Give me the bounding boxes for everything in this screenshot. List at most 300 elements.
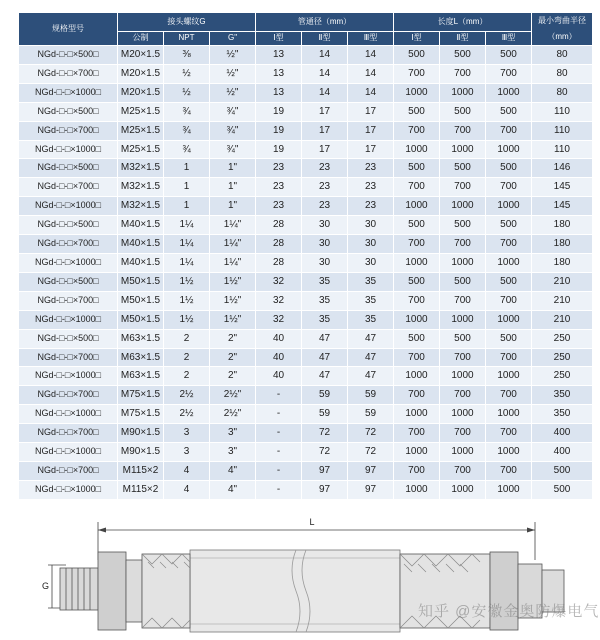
table-cell: M63×1.5 — [118, 329, 164, 348]
table-cell: M63×1.5 — [118, 348, 164, 367]
table-cell: 2 — [164, 348, 210, 367]
table-cell: 700 — [440, 461, 486, 480]
table-cell: 1½ — [164, 272, 210, 291]
table-cell: 1000 — [486, 405, 532, 424]
table-cell: 250 — [532, 367, 593, 386]
table-cell: 700 — [440, 348, 486, 367]
table-cell: 1000 — [440, 367, 486, 386]
header-model: 规格型号 — [19, 13, 118, 46]
table-row — [19, 102, 593, 121]
table-cell: 700 — [394, 178, 440, 197]
table-cell: 28 — [256, 253, 302, 272]
table-cell: 500 — [394, 102, 440, 121]
table-cell: 700 — [486, 64, 532, 83]
table-cell: M20×1.5 — [118, 46, 164, 65]
table-cell: 700 — [394, 424, 440, 443]
table-cell: 1¼" — [210, 216, 256, 235]
table-row — [19, 46, 593, 65]
table-cell: 13 — [256, 83, 302, 102]
length-arrow-right — [527, 528, 535, 533]
table-cell: 47 — [302, 348, 348, 367]
table-cell: 30 — [348, 253, 394, 272]
table-cell: 1 — [164, 197, 210, 216]
subheader-cell: G" — [210, 31, 256, 45]
table-cell: 1 — [164, 178, 210, 197]
table-cell: 500 — [486, 216, 532, 235]
table-cell: M25×1.5 — [118, 102, 164, 121]
table-cell: M50×1.5 — [118, 310, 164, 329]
table-row — [19, 235, 593, 254]
table-cell: 500 — [532, 480, 593, 499]
table-cell: ¾ — [164, 140, 210, 159]
table-cell: 2 — [164, 329, 210, 348]
table-cell: M90×1.5 — [118, 424, 164, 443]
model-cell: NGd-□-□×700□ — [19, 121, 118, 140]
header-thread-group: 接头螺纹G — [118, 13, 256, 32]
table-row — [19, 197, 593, 216]
table-cell: 1000 — [394, 197, 440, 216]
table-cell: 1000 — [440, 197, 486, 216]
table-cell: ¾ — [164, 121, 210, 140]
subheader-cell: Ⅱ型 — [440, 31, 486, 45]
table-cell: 2½ — [164, 405, 210, 424]
table-cell: 14 — [302, 83, 348, 102]
table-cell: 1000 — [486, 83, 532, 102]
table-cell: 1000 — [486, 253, 532, 272]
table-cell: 2" — [210, 348, 256, 367]
model-cell: NGd-□-□×1000□ — [19, 367, 118, 386]
table-cell: 17 — [302, 140, 348, 159]
table-cell: - — [256, 386, 302, 405]
table-cell: 700 — [486, 291, 532, 310]
table-cell: 35 — [348, 291, 394, 310]
table-cell: ½" — [210, 83, 256, 102]
table-cell: - — [256, 424, 302, 443]
table-cell: 500 — [394, 216, 440, 235]
table-cell: 1000 — [486, 197, 532, 216]
subheader-cell: Ⅰ型 — [394, 31, 440, 45]
model-cell: NGd-□-□×700□ — [19, 348, 118, 367]
table-cell: 1½ — [164, 291, 210, 310]
table-cell: 47 — [348, 329, 394, 348]
table-cell: 3 — [164, 424, 210, 443]
table-cell: 80 — [532, 46, 593, 65]
length-arrow-left — [98, 528, 106, 533]
table-cell: 35 — [348, 272, 394, 291]
table-cell: 97 — [302, 461, 348, 480]
table-cell: 1½ — [164, 310, 210, 329]
table-cell: M32×1.5 — [118, 197, 164, 216]
table-cell: 17 — [302, 121, 348, 140]
table-cell: M40×1.5 — [118, 235, 164, 254]
table-row — [19, 253, 593, 272]
watermark: 知乎 @安徽金奥防爆电气 — [418, 603, 600, 620]
table-cell: 4 — [164, 480, 210, 499]
table-cell: 1½" — [210, 272, 256, 291]
table-cell: 1000 — [394, 405, 440, 424]
table-cell: 1000 — [486, 140, 532, 159]
table-cell: 23 — [348, 178, 394, 197]
model-cell: NGd-□-□×1000□ — [19, 253, 118, 272]
header-length-group: 长度L（mm） — [394, 13, 532, 32]
table-cell: 500 — [394, 159, 440, 178]
table-row — [19, 443, 593, 462]
table-cell: 1000 — [394, 83, 440, 102]
table-cell: 1000 — [440, 443, 486, 462]
table-cell: 500 — [440, 46, 486, 65]
table-cell: 1" — [210, 197, 256, 216]
table-cell: M40×1.5 — [118, 253, 164, 272]
table-cell: 4" — [210, 480, 256, 499]
table-cell: 17 — [348, 121, 394, 140]
table-cell: 14 — [348, 46, 394, 65]
table-cell: M115×2 — [118, 480, 164, 499]
table-cell: 700 — [486, 178, 532, 197]
table-cell: 3" — [210, 443, 256, 462]
model-cell: NGd-□-□×1000□ — [19, 140, 118, 159]
table-cell: 97 — [348, 480, 394, 499]
table-cell: 250 — [532, 329, 593, 348]
table-cell: 2½ — [164, 386, 210, 405]
table-cell: 1000 — [486, 310, 532, 329]
table-cell: 1000 — [394, 253, 440, 272]
table-cell: ½" — [210, 46, 256, 65]
table-row — [19, 386, 593, 405]
table-row — [19, 121, 593, 140]
table-cell: 700 — [394, 291, 440, 310]
table-cell: 500 — [440, 102, 486, 121]
table-cell: M32×1.5 — [118, 159, 164, 178]
table-row — [19, 348, 593, 367]
table-cell: 1000 — [486, 443, 532, 462]
table-cell: 13 — [256, 46, 302, 65]
spec-table — [18, 12, 593, 500]
table-cell: 1¼ — [164, 253, 210, 272]
table-row — [19, 310, 593, 329]
table-cell: 59 — [302, 386, 348, 405]
table-cell: 40 — [256, 348, 302, 367]
table-cell: 350 — [532, 405, 593, 424]
table-cell: - — [256, 405, 302, 424]
table-row — [19, 461, 593, 480]
model-cell: NGd-□-□×700□ — [19, 461, 118, 480]
table-cell: 59 — [302, 405, 348, 424]
table-cell: ½" — [210, 64, 256, 83]
table-cell: 19 — [256, 140, 302, 159]
table-cell: ⅜ — [164, 46, 210, 65]
model-cell: NGd-□-□×700□ — [19, 235, 118, 254]
table-row — [19, 178, 593, 197]
table-cell: 500 — [440, 159, 486, 178]
table-cell: 23 — [256, 178, 302, 197]
table-cell: 210 — [532, 291, 593, 310]
table-cell: 23 — [302, 197, 348, 216]
table-cell: 700 — [440, 235, 486, 254]
hose-body — [190, 550, 400, 632]
table-cell: 47 — [348, 348, 394, 367]
table-cell: M90×1.5 — [118, 443, 164, 462]
table-cell: ¾" — [210, 102, 256, 121]
table-cell: 28 — [256, 216, 302, 235]
table-cell: 13 — [256, 64, 302, 83]
table-cell: 72 — [302, 443, 348, 462]
table-cell: M25×1.5 — [118, 140, 164, 159]
table-cell: 700 — [440, 291, 486, 310]
table-cell: 1 — [164, 159, 210, 178]
table-cell: 145 — [532, 178, 593, 197]
table-cell: 1" — [210, 159, 256, 178]
table-cell: 1½" — [210, 291, 256, 310]
table-cell: 1000 — [394, 310, 440, 329]
table-cell: 145 — [532, 197, 593, 216]
table-cell: 700 — [440, 121, 486, 140]
table-cell: 14 — [302, 64, 348, 83]
table-row — [19, 216, 593, 235]
left-fitting — [60, 552, 190, 630]
table-cell: M75×1.5 — [118, 405, 164, 424]
table-cell: 35 — [302, 272, 348, 291]
table-cell: 1½" — [210, 310, 256, 329]
table-cell: 1¼" — [210, 253, 256, 272]
table-cell: 1000 — [440, 480, 486, 499]
table-cell: 500 — [440, 272, 486, 291]
table-cell: 30 — [302, 216, 348, 235]
table-cell: 80 — [532, 83, 593, 102]
table-cell: 72 — [302, 424, 348, 443]
table-cell: 700 — [486, 121, 532, 140]
table-cell: M50×1.5 — [118, 291, 164, 310]
table-cell: 500 — [486, 46, 532, 65]
model-cell: NGd-□-□×1000□ — [19, 480, 118, 499]
table-cell: 1¼ — [164, 235, 210, 254]
table-cell: 23 — [256, 197, 302, 216]
table-cell: 59 — [348, 405, 394, 424]
table-cell: 1000 — [486, 480, 532, 499]
table-cell: 23 — [302, 159, 348, 178]
table-cell: ¾" — [210, 140, 256, 159]
table-cell: ¾" — [210, 121, 256, 140]
table-cell: 110 — [532, 102, 593, 121]
table-cell: 80 — [532, 64, 593, 83]
table-cell: 28 — [256, 235, 302, 254]
thread-label: G — [42, 581, 50, 591]
table-cell: 17 — [348, 102, 394, 121]
header-diameter-group: 管通径（mm） — [256, 13, 394, 32]
model-cell: NGd-□-□×500□ — [19, 46, 118, 65]
table-cell: 1000 — [394, 367, 440, 386]
table-cell: 1000 — [394, 443, 440, 462]
subheader-cell: Ⅰ型 — [256, 31, 302, 45]
table-cell: 180 — [532, 253, 593, 272]
table-cell: 23 — [256, 159, 302, 178]
table-cell: 17 — [348, 140, 394, 159]
table-cell: 32 — [256, 310, 302, 329]
table-cell: M20×1.5 — [118, 83, 164, 102]
model-cell: NGd-□-□×700□ — [19, 64, 118, 83]
table-cell: 700 — [440, 386, 486, 405]
table-cell: 146 — [532, 159, 593, 178]
table-cell: 500 — [486, 159, 532, 178]
table-cell: 1000 — [440, 83, 486, 102]
table-body — [19, 46, 593, 500]
table-cell: 2" — [210, 367, 256, 386]
model-cell: NGd-□-□×700□ — [19, 424, 118, 443]
table-cell: 47 — [302, 329, 348, 348]
table-cell: 30 — [348, 235, 394, 254]
table-cell: 97 — [348, 461, 394, 480]
table-cell: M20×1.5 — [118, 64, 164, 83]
table-cell: - — [256, 480, 302, 499]
table-cell: 110 — [532, 121, 593, 140]
table-cell: 14 — [302, 46, 348, 65]
model-cell: NGd-□-□×1000□ — [19, 443, 118, 462]
table-cell: 2" — [210, 329, 256, 348]
table-cell: 40 — [256, 329, 302, 348]
table-row — [19, 291, 593, 310]
model-cell: NGd-□-□×500□ — [19, 329, 118, 348]
table-cell: 72 — [348, 443, 394, 462]
table-row — [19, 367, 593, 386]
table-cell: M63×1.5 — [118, 367, 164, 386]
table-cell: 1000 — [440, 140, 486, 159]
table-cell: M50×1.5 — [118, 272, 164, 291]
table-cell: 23 — [348, 159, 394, 178]
length-label: L — [309, 517, 315, 527]
table-cell: 1000 — [440, 405, 486, 424]
table-cell: ½ — [164, 64, 210, 83]
table-cell: 4 — [164, 461, 210, 480]
model-cell: NGd-□-□×1000□ — [19, 83, 118, 102]
subheader-cell: Ⅲ型 — [348, 31, 394, 45]
table-cell: 500 — [532, 461, 593, 480]
table-cell: 350 — [532, 386, 593, 405]
model-cell: NGd-□-□×700□ — [19, 291, 118, 310]
table-cell: 500 — [394, 329, 440, 348]
table-row — [19, 424, 593, 443]
model-cell: NGd-□-□×500□ — [19, 272, 118, 291]
table-cell: 180 — [532, 216, 593, 235]
table-cell: 210 — [532, 310, 593, 329]
table-cell: 700 — [440, 424, 486, 443]
table-cell: 35 — [302, 310, 348, 329]
table-cell: 1000 — [394, 480, 440, 499]
subheader-cell: Ⅲ型 — [486, 31, 532, 45]
table-cell: 700 — [394, 461, 440, 480]
table-cell: 700 — [486, 386, 532, 405]
table-cell: 700 — [394, 235, 440, 254]
table-cell: 97 — [302, 480, 348, 499]
table-cell: 1" — [210, 178, 256, 197]
table-cell: 700 — [394, 121, 440, 140]
table-cell: 700 — [486, 461, 532, 480]
table-cell: 400 — [532, 424, 593, 443]
table-cell: 23 — [348, 197, 394, 216]
table-cell: 1¼" — [210, 235, 256, 254]
table-cell: 250 — [532, 348, 593, 367]
table-row — [19, 272, 593, 291]
model-cell: NGd-□-□×500□ — [19, 102, 118, 121]
table-cell: 2 — [164, 367, 210, 386]
table-row — [19, 140, 593, 159]
table-cell: 400 — [532, 443, 593, 462]
model-cell: NGd-□-□×500□ — [19, 216, 118, 235]
model-cell: NGd-□-□×1000□ — [19, 405, 118, 424]
table-cell: 72 — [348, 424, 394, 443]
subheader-cell: Ⅱ型 — [302, 31, 348, 45]
header-bend-radius: 最小弯曲半径（mm） — [532, 13, 593, 46]
table-cell: 2½" — [210, 386, 256, 405]
table-cell: 500 — [440, 329, 486, 348]
table-cell: 40 — [256, 367, 302, 386]
table-cell: 1000 — [440, 253, 486, 272]
table-cell: 35 — [302, 291, 348, 310]
table-cell: 700 — [440, 64, 486, 83]
table-cell: M115×2 — [118, 461, 164, 480]
table-cell: 500 — [394, 46, 440, 65]
subheader-cell: 公制 — [118, 31, 164, 45]
table-cell: 32 — [256, 272, 302, 291]
table-cell: 14 — [348, 83, 394, 102]
table-cell: 14 — [348, 64, 394, 83]
model-cell: NGd-□-□×700□ — [19, 178, 118, 197]
table-cell: 700 — [394, 386, 440, 405]
model-cell: NGd-□-□×500□ — [19, 159, 118, 178]
table-cell: 110 — [532, 140, 593, 159]
table-cell: 23 — [302, 178, 348, 197]
table-cell: M40×1.5 — [118, 216, 164, 235]
table-cell: 47 — [302, 367, 348, 386]
table-cell: 210 — [532, 272, 593, 291]
table-cell: 3" — [210, 424, 256, 443]
table-cell: ½ — [164, 83, 210, 102]
table-cell: 500 — [394, 272, 440, 291]
table-cell: 30 — [348, 216, 394, 235]
model-cell: NGd-□-□×1000□ — [19, 310, 118, 329]
table-cell: 500 — [486, 102, 532, 121]
table-cell: 2½" — [210, 405, 256, 424]
table-cell: M25×1.5 — [118, 121, 164, 140]
table-row — [19, 64, 593, 83]
table-cell: 1000 — [394, 140, 440, 159]
table-cell: 17 — [302, 102, 348, 121]
table-cell: 19 — [256, 102, 302, 121]
table-row — [19, 405, 593, 424]
table-cell: 700 — [440, 178, 486, 197]
table-row — [19, 329, 593, 348]
table-cell: 30 — [302, 235, 348, 254]
table-cell: 59 — [348, 386, 394, 405]
table-cell: 500 — [486, 272, 532, 291]
table-cell: 32 — [256, 291, 302, 310]
table-cell: 1000 — [486, 367, 532, 386]
table-cell: 700 — [394, 348, 440, 367]
table-row — [19, 83, 593, 102]
table-cell: M75×1.5 — [118, 386, 164, 405]
model-cell: NGd-□-□×1000□ — [19, 197, 118, 216]
table-cell: M32×1.5 — [118, 178, 164, 197]
table-cell: ¾ — [164, 102, 210, 121]
table-cell: - — [256, 443, 302, 462]
table-row — [19, 159, 593, 178]
table-cell: - — [256, 461, 302, 480]
table-cell: 1000 — [440, 310, 486, 329]
table-cell: 700 — [394, 64, 440, 83]
table-cell: 19 — [256, 121, 302, 140]
table-cell: 3 — [164, 443, 210, 462]
table-cell: 180 — [532, 235, 593, 254]
table-cell: 500 — [486, 329, 532, 348]
table-cell: 700 — [486, 235, 532, 254]
